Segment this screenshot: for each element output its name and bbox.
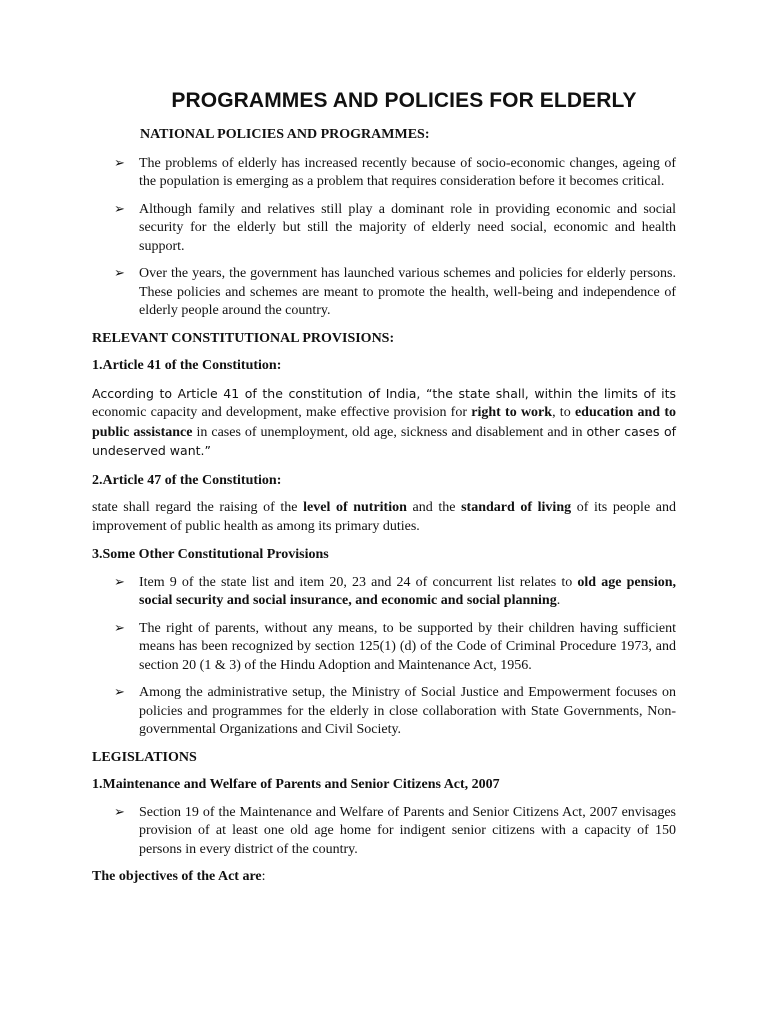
article-41-text-part: economic capacity and development, make effective provision for	[92, 405, 472, 420]
arrow-bullet-icon: ➢	[114, 804, 125, 820]
legislations-heading: LEGISLATIONS	[92, 749, 197, 765]
list-item	[92, 265, 676, 321]
bullet-text: The right of parents, without any means, to be supported by their children having sufficient means has been recognized by section 125(1) (d) of the Code of Criminal Procedure 1973, and section 20 (1 & 3) of the Hindu Adoption and Maintenance Act, 1956.	[139, 620, 676, 673]
arrow-bullet-icon: ➢	[114, 685, 125, 700]
national-policies-list	[92, 155, 676, 321]
article-47-heading: 2.Article 47 of the Constitution:	[92, 472, 282, 488]
article-47-text	[92, 499, 676, 536]
objectives-line	[92, 868, 676, 887]
list-item	[92, 201, 676, 257]
article-41-heading: 1.Article 41 of the Constitution:	[92, 358, 282, 373]
bullet-text: Over the years, the government has launched various schemes and policies for elderly persons. These policies and schemes are meant to promote the health, well-being and independence of elderly people around the country.	[139, 266, 676, 318]
bullet-text: .	[556, 593, 561, 608]
article-47-bold-standard-of-living: standard of living	[461, 500, 572, 515]
article-47-text-part: of its people and improvement of public health as among its primary duties.	[92, 500, 676, 534]
arrow-bullet-icon: ➢	[114, 620, 125, 636]
other-provisions-list	[92, 574, 676, 740]
article-41-text-part: in cases of unemployment, old age, sickness and disablement and in	[192, 424, 587, 440]
objectives-colon: :	[261, 869, 266, 884]
bullet-text: Although family and relatives still play a dominant role in providing economic and social security for the elderly but still the majority of elderly need social, economic and health support.	[139, 201, 676, 254]
bullet-text: The problems of elderly has increased recently because of socio-economic changes, ageing of the population is emerging as a problem that requires consideration before it becomes critical.	[139, 155, 676, 189]
article-47-text-part: state shall regard the raising of the	[92, 500, 304, 515]
bullet-text: Among the administrative setup, the Ministry of Social Justice and Empowerment focuses on policies and programmes for the elderly in close collaboration with State Governments, Non-governmental Organizations and Civil Society.	[139, 685, 676, 737]
objectives-heading: The objectives of the Act are	[92, 869, 262, 884]
article-41-text-line1: According to Article 41 of the constitution of India, “the state shall, within the limits of its	[92, 385, 676, 401]
article-41-text	[92, 385, 676, 462]
bullet-bold-text: old age pension, social security and social insurance, and economic and social planning	[139, 574, 676, 608]
list-item	[92, 620, 676, 676]
article-41-bold-right-to-work: right to work	[471, 405, 553, 420]
list-item	[92, 155, 676, 192]
article-47-text-part: and the	[406, 500, 462, 515]
constitutional-provisions-heading: RELEVANT CONSTITUTIONAL PROVISIONS:	[92, 330, 395, 346]
other-provisions-heading: 3.Some Other Constitutional Provisions	[92, 547, 329, 562]
article-41-text-part: , to	[552, 405, 575, 420]
arrow-bullet-icon: ➢	[114, 266, 125, 281]
arrow-bullet-icon: ➢	[114, 574, 125, 590]
act-2007-list	[92, 804, 676, 860]
list-item	[92, 804, 676, 860]
article-41-text-last: other cases of undeserved want.”	[92, 423, 676, 458]
article-47-bold-nutrition: level of nutrition	[303, 500, 407, 515]
arrow-bullet-icon: ➢	[114, 201, 125, 217]
list-item	[92, 574, 676, 611]
bullet-text: Section 19 of the Maintenance and Welfare of Parents and Senior Citizens Act, 2007 envisages provision of at least one old age home for indigent senior citizens with a capacity of 150 persons in every district of the country.	[139, 804, 676, 857]
page-title: PROGRAMMES AND POLICIES FOR ELDERLY	[171, 89, 637, 112]
list-item	[92, 684, 676, 740]
arrow-bullet-icon: ➢	[114, 155, 125, 171]
act-2007-heading: 1.Maintenance and Welfare of Parents and Senior Citizens Act, 2007	[92, 777, 500, 792]
article-41-bold-education: education and to public assistance	[92, 405, 676, 440]
bullet-text: Item 9 of the state list and item 20, 23 and 24 of concurrent list relates to	[139, 574, 578, 590]
national-policies-heading: NATIONAL POLICIES AND PROGRAMMES:	[140, 127, 430, 142]
